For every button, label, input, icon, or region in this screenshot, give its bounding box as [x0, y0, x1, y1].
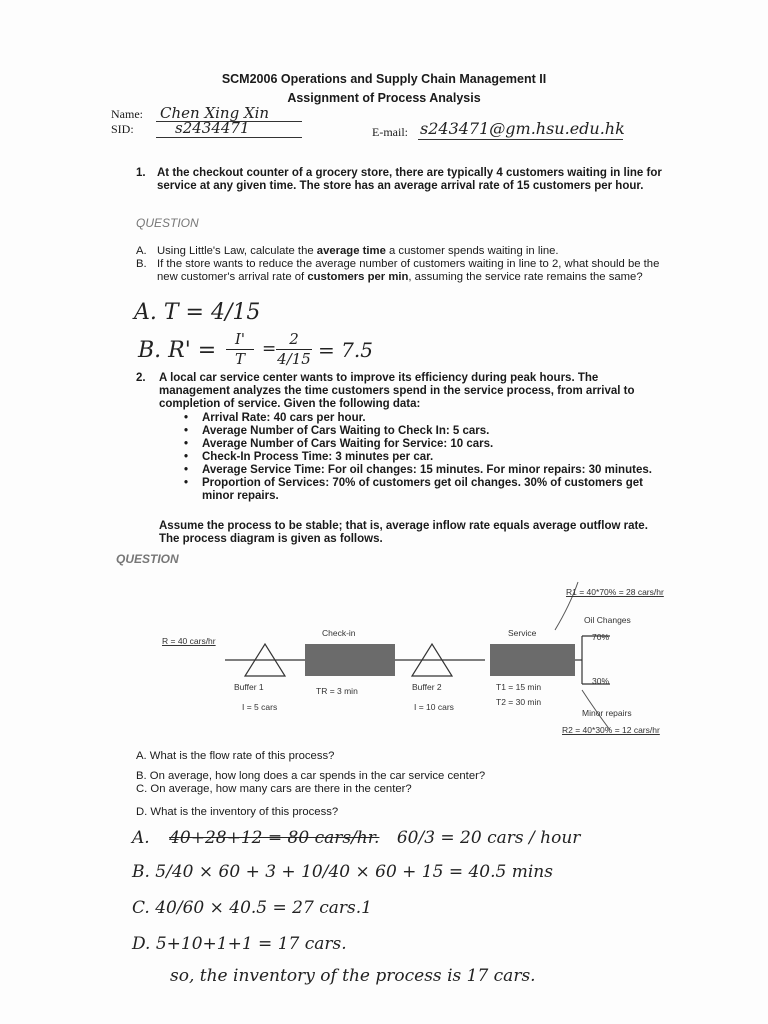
sid-value: s2434471	[175, 119, 250, 137]
q2-bullet: • Arrival Rate: 40 cars per hour.	[184, 412, 660, 425]
email-underline	[418, 139, 623, 140]
q1-answer-b-fraction2-den: 4/15	[277, 350, 311, 368]
q1-answer-b-fraction1-num: I'	[234, 330, 246, 348]
document-subtitle: Assignment of Process Analysis	[287, 91, 481, 105]
q2-question-d: D. What is the inventory of this process?	[136, 806, 339, 818]
q2-bullet: • Average Number of Cars Waiting to Check In: 5 cars.	[184, 425, 660, 438]
q1-answer-a: A. T = 4/15	[134, 300, 261, 325]
diagram-minor-label: Minor repairs	[582, 708, 632, 718]
q2-answer-a: A. 40+28+12 = 80 cars/hr. 60/3 = 20 cars / hour	[132, 828, 581, 848]
diagram-r-label: R = 40 cars/hr	[162, 636, 216, 646]
diagram-buffer2-label: Buffer 2	[412, 682, 442, 692]
diagram-tr-label: TR = 3 min	[316, 686, 358, 696]
checkin-box	[305, 644, 395, 676]
q1-a-text: Using Little's Law, calculate the average time a customer spends waiting in line.	[157, 245, 559, 257]
diagram-service-label: Service	[508, 628, 537, 638]
q2-answer-d: D. 5+10+1+1 = 17 cars.	[132, 934, 347, 954]
q2-assume: Assume the process to be stable; that is, average inflow rate equals average outflow rate. The process diagram is given as follows.	[159, 520, 648, 545]
diagram-oil-pct: 70%	[592, 632, 610, 642]
diagram-oil-label: Oil Changes	[584, 615, 631, 625]
q2-data-list	[184, 412, 660, 503]
q1-answer-b-result: = 7.5	[318, 338, 373, 362]
diagram-t1-label: T1 = 15 min	[496, 682, 542, 692]
q1-answer-b-fraction2-num: 2	[289, 330, 299, 348]
q2-answer-b: B. 5/40 × 60 + 3 + 10/40 × 60 + 15 = 40.5 mins	[132, 862, 553, 882]
q1-b-prefix: B.	[136, 258, 147, 270]
diagram-buffer2-inv: I = 10 cars	[414, 702, 454, 712]
q2-answer-a-correct: 60/3 = 20 cars / hour	[396, 828, 581, 848]
sid-label: SID:	[111, 122, 134, 136]
diagram-r1-label: R1 = 40*70% = 28 cars/hr	[566, 587, 664, 597]
q2-answer-d-conclusion: so, the inventory of the process is 17 cars.	[170, 966, 536, 986]
q2-bullet: • Average Number of Cars Waiting for Service: 10 cars.	[184, 438, 660, 451]
q2-text: A local car service center wants to improve its efficiency during peak hours. The management analyzes the time customers spend in the service process, from arrival to completion of service. Given the following data:	[159, 372, 635, 410]
diagram-minor-pct: 30%	[592, 676, 610, 686]
diagram-buffer1-inv: I = 5 cars	[242, 702, 278, 712]
q2-question-b: B. On average, how long does a car spends in the car service center?	[136, 770, 486, 782]
q2-question-c: C. On average, how many cars are there in the center?	[136, 783, 412, 795]
email-label: E-mail:	[372, 125, 408, 139]
q2-bullet: • Check-In Process Time: 3 minutes per car.	[184, 451, 660, 464]
q1-answer-b-eq: =	[262, 339, 277, 359]
q2-question-label: QUESTION	[116, 552, 179, 566]
name-value: Chen Xing Xin	[160, 104, 270, 122]
q2-question-a: A. What is the flow rate of this process?	[136, 750, 335, 762]
diagram-checkin-label: Check-in	[322, 628, 356, 638]
q1-text: At the checkout counter of a grocery store, there are typically 4 customers waiting in line for service at any given time. The store has an average arrival rate of 15 customers per hour.	[157, 167, 662, 192]
q1-answer-b-prefix: B. R' =	[138, 338, 217, 363]
q1-question-label: QUESTION	[136, 216, 199, 230]
q1-a-prefix: A.	[136, 245, 147, 257]
q1-answer-b-fraction1-den: T	[234, 350, 245, 368]
q2-answer-c: C. 40/60 × 40.5 = 27 cars.1	[132, 898, 372, 918]
q1-number: 1.	[136, 167, 146, 179]
name-label: Name:	[111, 107, 143, 121]
q2-bullet: • Average Service Time: For oil changes: 15 minutes. For minor repairs: 30 minutes.	[184, 464, 660, 477]
diagram-t2-label: T2 = 30 min	[496, 697, 542, 707]
diagram-buffer1-label: Buffer 1	[234, 682, 264, 692]
q1-b-text: If the store wants to reduce the average number of customers waiting in line to 2, what should be the new customer's arrival rate of customers per min, assuming the service rate remains the same?	[157, 258, 660, 283]
document-title: SCM2006 Operations and Supply Chain Management II	[221, 72, 547, 86]
q2-number: 2.	[136, 372, 146, 384]
diagram-r2-label: R2 = 40*30% = 12 cars/hr	[562, 725, 660, 735]
email-value: s243471@gm.hsu.edu.hk	[420, 119, 625, 138]
q2-answer-a-struck: 40+28+12 = 80 cars/hr.	[169, 828, 380, 848]
sid-underline	[156, 137, 302, 138]
q2-bullet: • Proportion of Services: 70% of customers get oil changes. 30% of customers get minor repairs.	[184, 477, 660, 503]
service-box	[490, 644, 575, 676]
